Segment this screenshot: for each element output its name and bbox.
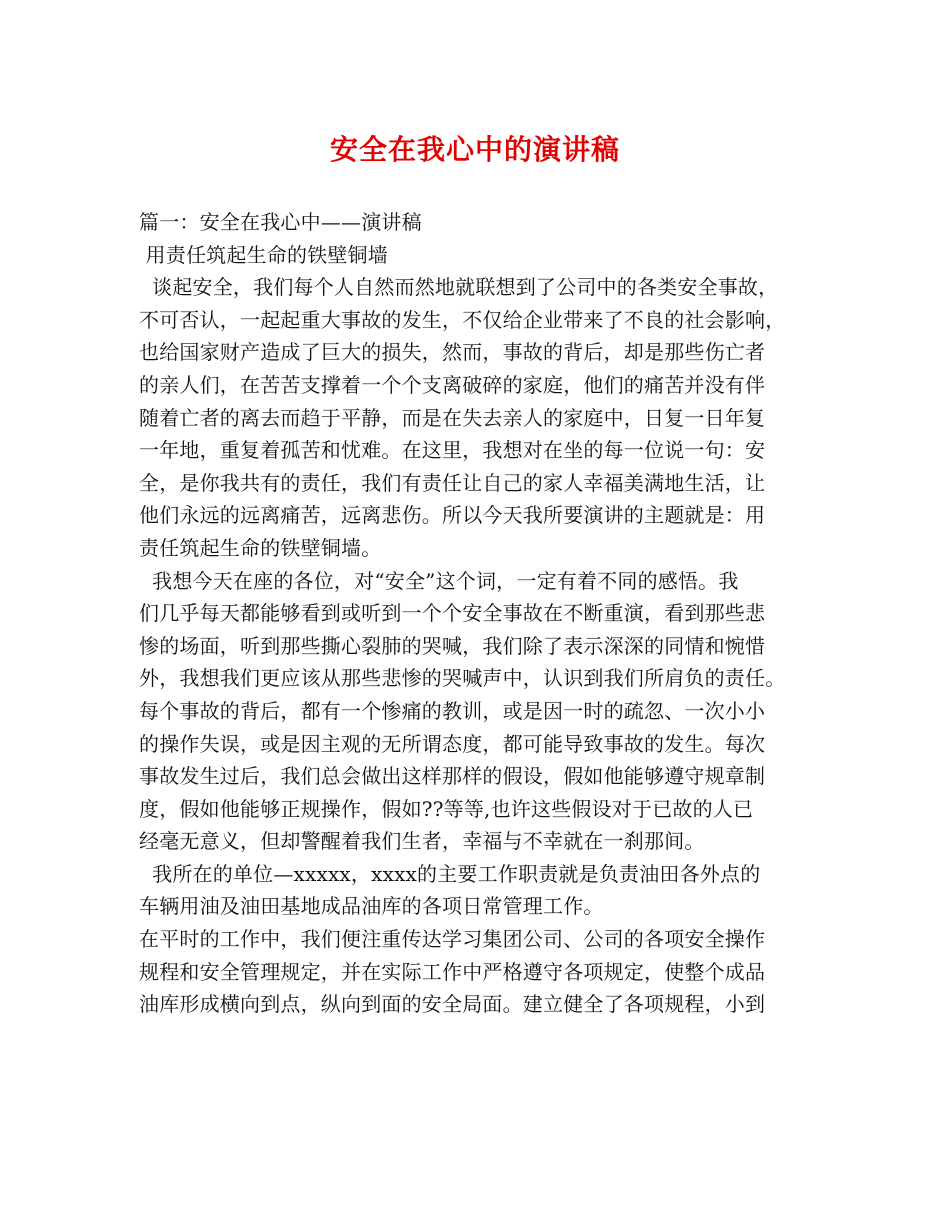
text-line: 的操作失误，或是因主观的无所谓态度，都可能导致事故的发生。每次 [139, 731, 766, 756]
text-line: 度，假如他能够正规操作，假如??等等,也许这些假设对于已故的人已 [139, 796, 754, 821]
text-line: 一年地，重复着孤苦和忧难。在这里，我想对在坐的每一位说一句：安 [139, 438, 766, 463]
text-line: 我想今天在座的各位，对“安全”这个词，一定有着不同的感悟。我 [139, 568, 739, 593]
text-line: 每个事故的背后，都有一个惨痛的教训，或是因一时的疏忽、一次小小 [139, 698, 766, 723]
text-line: 惨的场面，听到那些撕心裂肺的哭喊，我们除了表示深深的同情和惋惜 [139, 633, 766, 658]
text-line: 他们永远的远离痛苦，远离悲伤。所以今天我所要演讲的主题就是：用 [139, 503, 766, 528]
document-title: 安全在我心中的演讲稿 [329, 133, 620, 166]
text-line: 我所在的单位—xxxxx，xxxx的主要工作职责就是负责油田各外点的 [139, 861, 761, 886]
document-body [139, 206, 819, 1021]
text-line: 谈起安全，我们每个人自然而然地就联想到了公司中的各类安全事故， [139, 275, 779, 300]
text-line: 用责任筑起生命的铁壁铜墙 [139, 242, 388, 267]
text-line: 不可否认，一起起重大事故的发生，不仅给企业带来了不良的社会影响， [139, 307, 786, 332]
text-line: 事故发生过后，我们总会做出这样那样的假设，假如他能够遵守规章制 [139, 764, 766, 789]
text-line: 的亲人们，在苦苦支撑着一个个支离破碎的家庭，他们的痛苦并没有伴 [139, 372, 766, 397]
text-line: 随着亡者的离去而趋于平静，而是在失去亲人的家庭中，日复一日年复 [139, 405, 766, 430]
text-line: 责任筑起生命的铁壁铜墙。 [139, 535, 382, 560]
text-line: 经毫无意义，但却警醒着我们生者，幸福与不幸就在一刹那间。 [139, 829, 705, 854]
text-line: 们几乎每天都能够看到或听到一个个安全事故在不断重演，看到那些悲 [139, 601, 766, 626]
text-line: 也给国家财产造成了巨大的损失，然而，事故的背后，却是那些伤亡者 [139, 340, 766, 365]
text-line: 全，是你我共有的责任，我们有责任让自己的家人幸福美满地生活，让 [139, 470, 766, 495]
text-line: 规程和安全管理规定，并在实际工作中严格遵守各项规定，使整个成品 [139, 959, 766, 984]
text-line: 外，我想我们更应该从那些悲惨的哭喊声中，认识到我们所肩负的责任。 [139, 666, 786, 691]
text-line: 在平时的工作中，我们便注重传达学习集团公司、公司的各项安全操作 [139, 927, 766, 952]
text-line: 篇一：安全在我心中——演讲稿 [139, 210, 422, 234]
text-line: 油库形成横向到点，纵向到面的安全局面。建立健全了各项规程，小到 [139, 992, 766, 1017]
text-line: 车辆用油及油田基地成品油库的各项日常管理工作。 [139, 894, 604, 919]
